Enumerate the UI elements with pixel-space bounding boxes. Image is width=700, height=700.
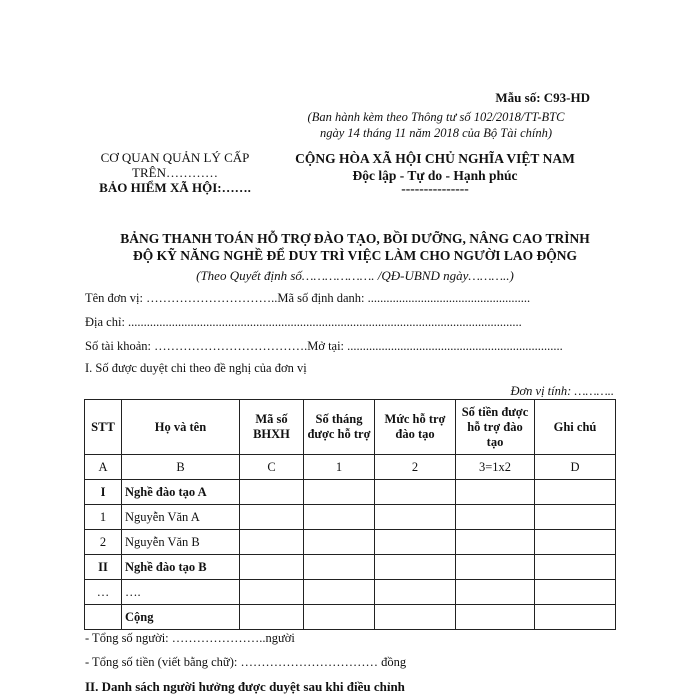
- nation-header: [280, 150, 590, 194]
- row-empty-cell: [456, 555, 535, 580]
- form-code: Mẫu số: C93-HD: [495, 90, 590, 105]
- row-empty-cell: [375, 605, 456, 630]
- form-note-line: ngày 14 tháng 11 năm 2018 của Bộ Tài chính): [319, 126, 553, 140]
- table-code-row: [85, 455, 616, 480]
- document-title: [85, 230, 625, 264]
- row-empty-cell: [535, 480, 616, 505]
- row-stt: 1: [85, 505, 122, 530]
- row-empty-cell: [375, 580, 456, 605]
- col-header-stt: STT: [85, 400, 122, 455]
- row-empty-cell: [304, 530, 375, 555]
- nation-name: CỘNG HÒA XÃ HỘI CHỦ NGHĨA VIỆT NAM: [295, 151, 575, 166]
- code-cell: 2: [375, 455, 456, 480]
- table-header-row: [85, 400, 616, 455]
- unit-name-field: Tên đơn vị: …………………………..Mã số định danh: ....................................................: [85, 291, 531, 305]
- code-cell: 1: [304, 455, 375, 480]
- col-header-months: Số tháng được hỗ trợ: [304, 400, 375, 455]
- row-empty-cell: [456, 530, 535, 555]
- col-header-note: Ghi chú: [535, 400, 616, 455]
- row-empty-cell: [456, 505, 535, 530]
- total-money: - Tổng số tiền (viết bằng chữ): …………………………… đồng: [85, 655, 407, 669]
- code-cell: D: [535, 455, 616, 480]
- row-empty-cell: [456, 480, 535, 505]
- agency-line: TRÊN…………: [132, 165, 218, 180]
- row-empty-cell: [375, 555, 456, 580]
- row-empty-cell: [240, 530, 304, 555]
- document-title-line: ĐỘ KỸ NĂNG NGHỀ ĐỂ DUY TRÌ VIỆC LÀM CHO NGƯỜI LAO ĐỘNG: [132, 248, 578, 263]
- row-name: Nguyễn Văn B: [122, 530, 240, 555]
- table-row: [85, 530, 616, 555]
- row-empty-cell: [535, 530, 616, 555]
- col-header-bhxh: Mã số BHXH: [240, 400, 304, 455]
- row-name: Cộng: [122, 605, 240, 630]
- address-field: Địa chỉ: ..............................................................................................................................: [85, 315, 522, 329]
- row-empty-cell: [535, 555, 616, 580]
- row-empty-cell: [375, 480, 456, 505]
- row-empty-cell: [240, 480, 304, 505]
- row-empty-cell: [535, 505, 616, 530]
- agency-social-insurance: BẢO HIỂM XÃ HỘI:…….: [99, 180, 251, 195]
- row-empty-cell: [535, 580, 616, 605]
- row-empty-cell: [375, 505, 456, 530]
- row-empty-cell: [240, 555, 304, 580]
- agency-line: CƠ QUAN QUẢN LÝ CẤP: [100, 150, 250, 165]
- code-cell: 3=1x2: [456, 455, 535, 480]
- row-name: Nghề đào tạo B: [122, 555, 240, 580]
- row-empty-cell: [240, 580, 304, 605]
- table-row: [85, 555, 616, 580]
- form-note: [286, 109, 586, 141]
- form-note-line: (Ban hành kèm theo Thông tư số 102/2018/TT-BTC: [307, 110, 565, 124]
- row-empty-cell: [535, 605, 616, 630]
- row-stt: [85, 605, 122, 630]
- row-empty-cell: [240, 605, 304, 630]
- row-stt: II: [85, 555, 122, 580]
- unit-label: Đơn vị tính: ………..: [510, 384, 614, 398]
- account-field: Số tài khoản: ……………………………….Mở tại: .....................................................................: [85, 339, 563, 353]
- col-header-name: Họ và tên: [122, 400, 240, 455]
- total-people: - Tổng số người: …………………..người: [85, 631, 295, 645]
- row-empty-cell: [240, 505, 304, 530]
- row-empty-cell: [456, 580, 535, 605]
- section-1-heading: I. Số được duyệt chi theo đề nghị của đơn vị: [85, 361, 307, 375]
- col-header-amount: Số tiền được hỗ trợ đào tạo: [456, 400, 535, 455]
- table-row: [85, 480, 616, 505]
- section-2-heading: II. Danh sách người hưởng được duyệt sau khi điều chỉnh: [85, 679, 405, 694]
- row-name: Nguyễn Văn A: [122, 505, 240, 530]
- nation-motto: Độc lập - Tự do - Hạnh phúc: [352, 168, 518, 183]
- row-empty-cell: [304, 580, 375, 605]
- row-empty-cell: [456, 605, 535, 630]
- decision-reference: (Theo Quyết định số………………. /QĐ-UBND ngày………..): [196, 268, 514, 283]
- agency-block: [75, 150, 275, 195]
- row-stt: 2: [85, 530, 122, 555]
- table-row: [85, 505, 616, 530]
- table-row: [85, 605, 616, 630]
- row-empty-cell: [304, 555, 375, 580]
- table-row: [85, 580, 616, 605]
- code-cell: B: [122, 455, 240, 480]
- row-name: ….: [122, 580, 240, 605]
- row-empty-cell: [375, 530, 456, 555]
- document-title-line: BẢNG THANH TOÁN HỖ TRỢ ĐÀO TẠO, BỒI DƯỠNG, NÂNG CAO TRÌNH: [120, 231, 590, 246]
- row-empty-cell: [304, 480, 375, 505]
- row-name: Nghề đào tạo A: [122, 480, 240, 505]
- col-header-rate: Mức hỗ trợ đào tạo: [375, 400, 456, 455]
- payment-table: [84, 399, 616, 630]
- row-stt: …: [85, 580, 122, 605]
- row-stt: I: [85, 480, 122, 505]
- code-cell: A: [85, 455, 122, 480]
- row-empty-cell: [304, 605, 375, 630]
- row-empty-cell: [304, 505, 375, 530]
- code-cell: C: [240, 455, 304, 480]
- nation-rule: ---------------: [401, 181, 469, 196]
